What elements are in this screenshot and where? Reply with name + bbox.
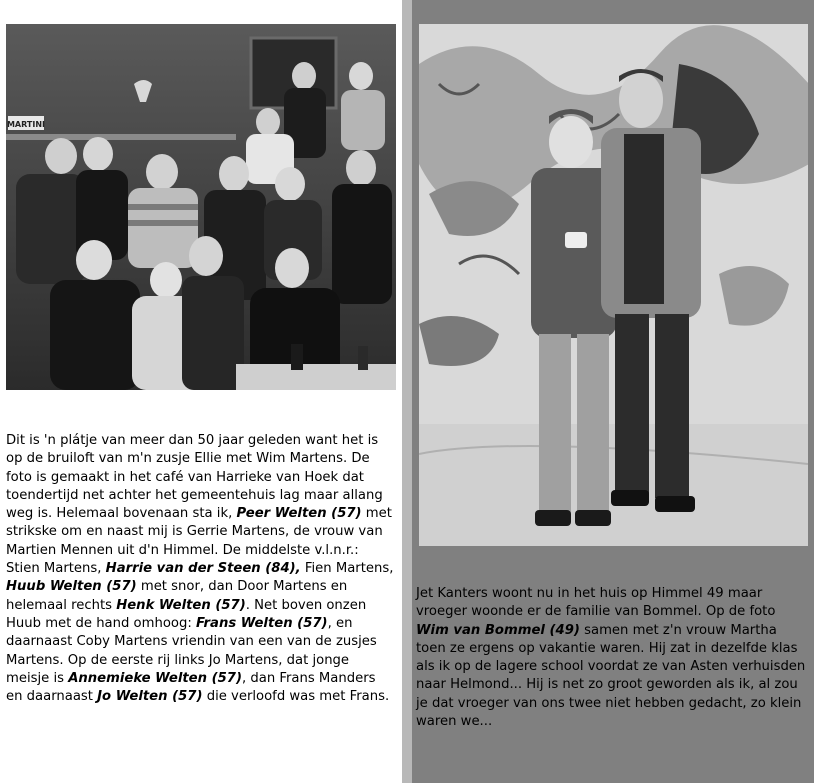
caption-segment: met strikske om en naast mij is Gerrie Martens, de vrouw van Martien Mennen uit d'n Himmel. De middelste v.l.n.r.: Stien Martens, [6, 506, 392, 577]
person-name: Annemieke Welten (57) [68, 670, 242, 686]
couple-photo-illustration [419, 24, 808, 546]
wedding-photo-caption [6, 432, 396, 706]
person-name: Henk Welten (57) [116, 597, 246, 613]
person-name: Harrie van der Steen (84), [105, 561, 301, 577]
caption-segment: Dit is 'n plátje van meer dan 50 jaar geleden want het is op de bruiloft van m'n zusje Ellie met Wim Martens. De foto is gemaakt in het café van Harrieke van Hoek dat toendertijd net achter het gemeentehuis lag maar allang weg is. Helemaal bovenaan sta ik, [6, 433, 383, 522]
caption-segment: met snor, dan Door Martens en helemaal rechts [6, 579, 348, 613]
column-divider [402, 0, 412, 783]
caption-segment: , en daarnaast Coby Martens vriendin van een van de zusjes Martens. Op de eerste rij links Jo Martens, dat jonge meisje is [6, 615, 377, 686]
caption-segment: die verloofd was met Frans. [202, 689, 390, 705]
person-name: Peer Welten (57) [236, 506, 362, 522]
person-name: Huub Welten (57) [6, 579, 137, 595]
right-column [412, 0, 814, 783]
caption-segment: samen met z'n vrouw Martha toen ze ergens op vakantie waren. Hij zat in dezelfde klas als ik op de lagere school voordat ze van Asten verhuisden naar Helmond... Hij is net zo groot geworden als ik, al zou je dat vroeger van ons twee niet hebben gedacht, zo klein waren we... [416, 622, 806, 730]
caption-segment: Fien Martens, [300, 561, 394, 577]
couple-photo-caption [416, 585, 808, 731]
caption-segment: . Net boven onzen Huub met de hand omhoog: [6, 597, 367, 631]
person-name: Frans Welten (57) [195, 615, 328, 631]
person-name: Wim van Bommel (49) [416, 622, 580, 638]
left-column [0, 0, 402, 783]
caption-segment: , dan Frans Manders en daarnaast [6, 670, 376, 705]
person-name: Jo Welten (57) [97, 689, 203, 705]
wedding-photo-illustration [6, 24, 396, 390]
couple-graffiti-photo [419, 24, 808, 546]
martini-sign: MARTINI [6, 120, 46, 129]
wedding-group-photo [6, 24, 396, 390]
caption-segment: Jet Kanters woont nu in het huis op Himmel 49 maar vroeger woonde er de familie van Bommel. Op de foto [416, 586, 776, 620]
